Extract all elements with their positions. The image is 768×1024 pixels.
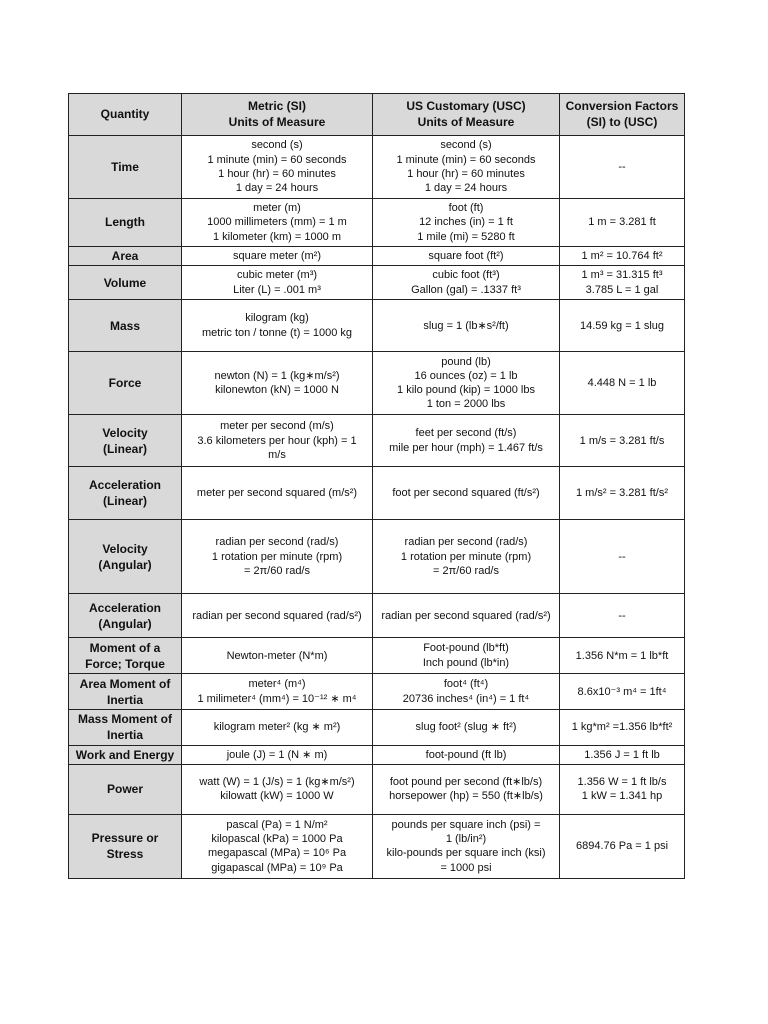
usc-units-line: Foot-pound (lb*ft) — [423, 642, 509, 655]
conversion-line: 1 kW = 1.341 hp — [581, 790, 663, 803]
conversion-cell — [560, 467, 685, 520]
quantity-cell — [69, 674, 182, 710]
table-row — [69, 352, 685, 415]
si-units-line: kilonewton (kN) = 1000 N — [215, 384, 339, 397]
table-row — [69, 247, 685, 266]
si-units-line: 1000 millimeters (mm) = 1 m — [207, 216, 347, 229]
si-units-line: Liter (L) = .001 m³ — [233, 283, 321, 296]
quantity-cell — [69, 136, 182, 199]
table-row — [69, 136, 685, 199]
usc-units-cell — [373, 638, 560, 674]
quantity-line: Power — [106, 782, 143, 797]
si-units-cell — [182, 467, 373, 520]
usc-units-line: = 1000 psi — [440, 861, 492, 874]
usc-units-line: cubic foot (ft³) — [432, 269, 500, 282]
quantity-line: Acceleration — [88, 478, 162, 492]
si-units-cell — [182, 764, 373, 814]
header-conversion — [560, 94, 685, 136]
quantity-line: Volume — [103, 275, 147, 290]
usc-units-cell — [373, 467, 560, 520]
conversion-cell — [560, 594, 685, 638]
quantity-line: Mass — [109, 318, 141, 333]
usc-units-cell — [373, 674, 560, 710]
si-units-line: meter⁴ (m⁴) — [248, 678, 306, 691]
table-header — [69, 94, 685, 136]
si-units-line: kilowatt (kW) = 1000 W — [220, 790, 334, 803]
usc-units-line: pound (lb) — [441, 355, 491, 368]
conversion-cell — [560, 674, 685, 710]
quantity-cell — [69, 520, 182, 594]
usc-units-line: 12 inches (in) = 1 ft — [419, 216, 513, 229]
si-units-line: joule (J) = 1 (N ∗ m) — [226, 748, 328, 761]
usc-units-line: square foot (ft²) — [428, 249, 504, 262]
usc-units-line: pounds per square inch (psi) = — [391, 818, 541, 831]
conversion-line: 3.785 L = 1 gal — [585, 283, 659, 296]
usc-units-line: 1 mile (mi) = 5280 ft — [417, 230, 515, 243]
si-units-cell — [182, 136, 373, 199]
si-units-line: second (s) — [251, 139, 303, 152]
usc-units-line: slug = 1 (lb∗s²/ft) — [423, 319, 509, 332]
conversion-line: 1 m/s = 3.281 ft/s — [579, 434, 665, 447]
table-row — [69, 415, 685, 467]
quantity-line: (Linear) — [102, 494, 147, 509]
quantity-cell — [69, 300, 182, 352]
conversion-line: 1 m² = 10.764 ft² — [581, 249, 663, 262]
conversion-line: 1 m³ = 31.315 ft³ — [581, 269, 663, 282]
quantity-cell — [69, 467, 182, 520]
usc-units-line: 20736 inches⁴ (in⁴) = 1 ft⁴ — [402, 692, 530, 705]
conversion-line: 14.59 kg = 1 slug — [579, 319, 665, 332]
quantity-line: (Linear) — [102, 441, 147, 456]
conversion-cell — [560, 764, 685, 814]
conversion-line: -- — [618, 160, 626, 173]
quantity-line: Inertia — [106, 728, 143, 743]
table-row — [69, 520, 685, 594]
usc-units-cell — [373, 814, 560, 878]
si-units-line: metric ton / tonne (t) = 1000 kg — [201, 326, 353, 339]
usc-units-cell — [373, 352, 560, 415]
usc-units-line: foot (ft) — [448, 202, 484, 215]
si-units-line: 1 kilometer (km) = 1000 m — [212, 230, 342, 243]
si-units-cell — [182, 300, 373, 352]
conversion-line: -- — [618, 550, 626, 563]
conversion-line: 1 kg*m² =1.356 lb*ft² — [571, 721, 673, 734]
usc-units-line: 1 kilo pound (kip) = 1000 lbs — [397, 384, 535, 397]
conversion-line: 1 m = 3.281 ft — [588, 216, 656, 229]
usc-units-line: slug foot² (slug ∗ ft²) — [415, 721, 517, 734]
si-units-line: 3.6 kilometers per hour (kph) = 1 — [197, 434, 357, 447]
quantity-cell — [69, 247, 182, 266]
usc-units-cell — [373, 247, 560, 266]
usc-units-line: radian per second (rad/s) — [404, 536, 528, 549]
conversion-cell — [560, 352, 685, 415]
si-units-line: meter per second squared (m/s²) — [196, 487, 358, 500]
quantity-line: Moment of a — [89, 640, 161, 655]
quantity-line: Velocity — [102, 541, 148, 556]
usc-units-line: 1 minute (min) = 60 seconds — [396, 153, 536, 166]
conversion-line: -- — [618, 609, 626, 622]
table-row — [69, 674, 685, 710]
quantity-line: Pressure or — [91, 831, 159, 846]
conversion-line: 1 m/s² = 3.281 ft/s² — [575, 487, 668, 500]
quantity-line: Area Moment of — [79, 676, 171, 691]
quantity-cell — [69, 199, 182, 247]
table-row — [69, 266, 685, 300]
quantity-line: Area — [111, 249, 139, 263]
conversion-line: 8.6x10⁻³ m⁴ = 1ft⁴ — [577, 685, 667, 698]
table-row — [69, 300, 685, 352]
quantity-line: (Angular) — [98, 557, 152, 572]
si-units-line: pascal (Pa) = 1 N/m² — [226, 818, 328, 831]
header-conversion-line1: Conversion Factors — [565, 98, 679, 113]
quantity-line: (Angular) — [98, 616, 152, 631]
conversion-cell — [560, 814, 685, 878]
quantity-line: Force — [108, 376, 142, 391]
quantity-cell — [69, 745, 182, 764]
usc-units-cell — [373, 745, 560, 764]
conversion-cell — [560, 247, 685, 266]
conversion-line: 1.356 N*m = 1 lb*ft — [575, 649, 669, 662]
si-units-line: kilogram (kg) — [245, 312, 309, 325]
si-units-cell — [182, 199, 373, 247]
usc-units-line: second (s) — [440, 139, 492, 152]
si-units-cell — [182, 415, 373, 467]
si-units-line: watt (W) = 1 (J/s) = 1 (kg∗m/s²) — [199, 775, 355, 788]
usc-units-line: Inch pound (lb*in) — [422, 656, 510, 669]
si-units-line: radian per second squared (rad/s²) — [192, 609, 362, 622]
usc-units-line: feet per second (ft/s) — [415, 427, 517, 440]
usc-units-line: Gallon (gal) = .1337 ft³ — [411, 283, 521, 296]
quantity-cell — [69, 638, 182, 674]
si-units-line: 1 day = 24 hours — [235, 182, 319, 195]
usc-units-line: 1 (lb/in²) — [445, 832, 487, 845]
quantity-line: Mass Moment of — [77, 712, 172, 727]
si-units-cell — [182, 638, 373, 674]
quantity-line: Inertia — [106, 692, 143, 707]
si-units-cell — [182, 674, 373, 710]
quantity-line: Time — [111, 159, 139, 174]
si-units-line: = 2π/60 rad/s — [244, 564, 310, 577]
table-row — [69, 199, 685, 247]
table-row — [69, 764, 685, 814]
si-units-line: kilogram meter² (kg ∗ m²) — [213, 721, 341, 734]
usc-units-cell — [373, 136, 560, 199]
usc-units-cell — [373, 594, 560, 638]
header-usc — [373, 94, 560, 136]
si-units-cell — [182, 745, 373, 764]
conversion-cell — [560, 745, 685, 764]
conversion-line: 1.356 J = 1 ft lb — [584, 748, 660, 761]
quantity-cell — [69, 764, 182, 814]
si-units-cell — [182, 814, 373, 878]
usc-units-cell — [373, 710, 560, 745]
conversion-cell — [560, 266, 685, 300]
usc-units-line: = 2π/60 rad/s — [433, 564, 499, 577]
usc-units-cell — [373, 764, 560, 814]
table-row — [69, 594, 685, 638]
header-quantity: Quantity — [69, 94, 182, 136]
conversion-line: 6894.76 Pa = 1 psi — [575, 840, 669, 853]
usc-units-cell — [373, 520, 560, 594]
table-row — [69, 710, 685, 745]
si-units-line: meter per second (m/s) — [220, 420, 334, 433]
header-metric — [182, 94, 373, 136]
quantity-cell — [69, 352, 182, 415]
table-body — [69, 136, 685, 879]
si-units-line: newton (N) = 1 (kg∗m/s²) — [214, 369, 340, 382]
usc-units-cell — [373, 199, 560, 247]
si-units-line: 1 milimeter⁴ (mm⁴) = 10⁻¹² ∗ m⁴ — [197, 692, 357, 705]
conversion-line: 1.356 W = 1 ft lb/s — [577, 775, 667, 788]
si-units-cell — [182, 352, 373, 415]
quantity-cell — [69, 710, 182, 745]
si-units-line: cubic meter (m³) — [236, 269, 318, 282]
usc-units-line: 1 rotation per minute (rpm) — [400, 550, 532, 563]
usc-units-cell — [373, 415, 560, 467]
si-units-line: meter (m) — [253, 202, 301, 215]
usc-units-line: foot pound per second (ft∗lb/s) — [389, 775, 543, 788]
usc-units-cell — [373, 266, 560, 300]
si-units-cell — [182, 594, 373, 638]
si-units-line: Newton-meter (N*m) — [226, 649, 328, 662]
si-units-cell — [182, 247, 373, 266]
quantity-cell — [69, 594, 182, 638]
si-units-line: 1 hour (hr) = 60 minutes — [218, 168, 336, 180]
si-units-line: radian per second (rad/s) — [215, 536, 339, 549]
conversion-cell — [560, 638, 685, 674]
table-row — [69, 745, 685, 764]
si-units-line: megapascal (MPa) = 10⁶ Pa — [207, 847, 347, 860]
si-units-line: gigapascal (MPa) = 10⁹ Pa — [211, 861, 343, 874]
units-conversion-table — [68, 93, 685, 879]
header-row — [69, 94, 685, 136]
si-units-line: kilopascal (kPa) = 1000 Pa — [211, 832, 343, 845]
quantity-cell — [69, 814, 182, 878]
usc-units-line: mile per hour (mph) = 1.467 ft/s — [389, 441, 543, 454]
conversion-cell — [560, 199, 685, 247]
usc-units-line: horsepower (hp) = 550 (ft∗lb/s) — [389, 790, 543, 803]
usc-units-line: 1 hour (hr) = 60 minutes — [407, 168, 525, 180]
conversion-cell — [560, 710, 685, 745]
conversion-cell — [560, 300, 685, 352]
usc-units-line: 1 day = 24 hours — [424, 182, 508, 195]
quantity-cell — [69, 415, 182, 467]
quantity-line: Stress — [106, 847, 144, 862]
usc-units-cell — [373, 300, 560, 352]
usc-units-line: foot-pound (ft lb) — [425, 748, 507, 761]
si-units-cell — [182, 266, 373, 300]
header-usc-line1: US Customary (USC) — [406, 98, 526, 113]
conversion-cell — [560, 520, 685, 594]
usc-units-line: 1 ton = 2000 lbs — [426, 398, 506, 411]
si-units-line: 1 rotation per minute (rpm) — [211, 550, 343, 563]
usc-units-line: foot⁴ (ft⁴) — [443, 678, 489, 691]
si-units-line: m/s — [268, 448, 286, 461]
quantity-line: Velocity — [102, 425, 148, 440]
table-row — [69, 467, 685, 520]
si-units-line: 1 minute (min) = 60 seconds — [207, 153, 347, 166]
usc-units-line: foot per second squared (ft/s²) — [392, 487, 540, 500]
conversion-line: 4.448 N = 1 lb — [587, 377, 657, 390]
quantity-line: Acceleration — [88, 600, 162, 615]
conversion-cell — [560, 136, 685, 199]
si-units-cell — [182, 520, 373, 594]
table-row — [69, 814, 685, 878]
quantity-line: Length — [105, 215, 145, 230]
header-conversion-line2: (SI) to (USC) — [586, 114, 658, 129]
quantity-line: Work and Energy — [75, 747, 175, 762]
si-units-line: square meter (m²) — [232, 249, 322, 262]
quantity-line: Force; Torque — [85, 656, 165, 671]
header-usc-line2: Units of Measure — [417, 114, 515, 129]
header-metric-line1: Metric (SI) — [247, 98, 306, 113]
usc-units-line: radian per second squared (rad/s²) — [381, 609, 551, 622]
table-row — [69, 638, 685, 674]
usc-units-line: 16 ounces (oz) = 1 lb — [414, 369, 518, 382]
conversion-cell — [560, 415, 685, 467]
si-units-cell — [182, 710, 373, 745]
header-metric-line2: Units of Measure — [228, 114, 326, 129]
usc-units-line: kilo-pounds per square inch (ksi) — [386, 847, 546, 860]
quantity-cell — [69, 266, 182, 300]
